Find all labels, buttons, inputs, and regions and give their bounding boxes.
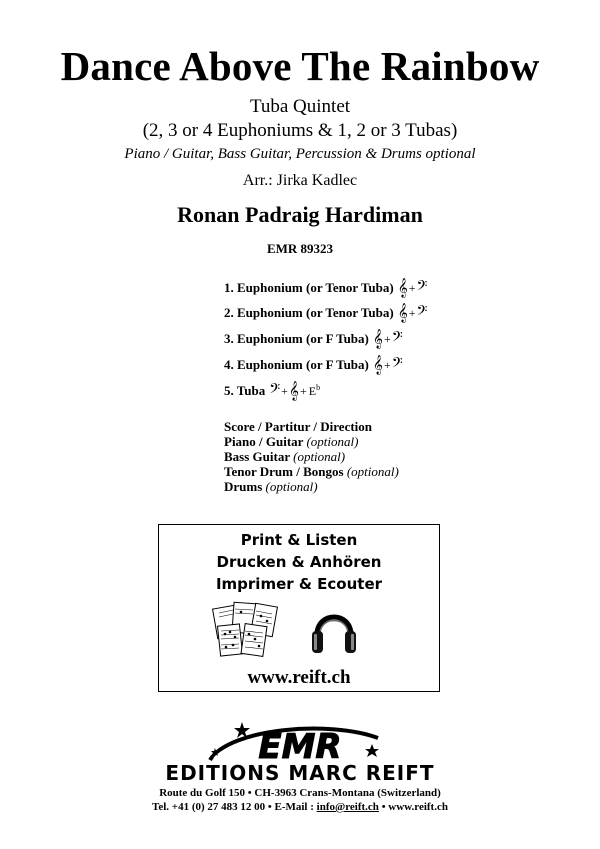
treble-clef-icon: 𝄞 [372, 355, 383, 375]
plus-sign: + [383, 331, 391, 346]
part-item [224, 381, 320, 401]
bass-clef-icon: 𝄢 [416, 303, 428, 323]
extra-part: Piano / Guitar (optional) [224, 434, 359, 449]
plus-sign: + [299, 383, 307, 398]
plus-sign: + [408, 280, 416, 295]
sheet-music-icon [211, 601, 281, 659]
plus-sign: + [383, 357, 391, 372]
extra-part: Tenor Drum / Bongos (optional) [224, 464, 399, 479]
extra-part: Score / Partitur / Direction [224, 419, 373, 434]
treble-clef-icon: 𝄞 [397, 303, 408, 323]
part-label: 5. Tuba [224, 383, 266, 398]
bass-clef-icon: 𝄢 [416, 278, 428, 298]
treble-clef-icon: 𝄞 [288, 381, 299, 401]
catalog-number: EMR 89323 [266, 241, 334, 256]
part-item [224, 355, 403, 375]
composer: Ronan Padraig Hardiman [177, 202, 423, 227]
publisher-contact: Tel. +41 (0) 27 483 12 00 • E-Mail : info@reift.ch • www.reift.ch [152, 801, 448, 813]
print-listen-box [158, 524, 440, 692]
part-item [224, 303, 427, 323]
extra-part: Drums (optional) [224, 479, 318, 494]
treble-clef-icon: 𝄞 [397, 278, 408, 298]
extra-part: Bass Guitar (optional) [224, 449, 346, 464]
promo-line: Print & Listen [240, 531, 358, 549]
publisher-address: Route du Golf 150 • CH-3963 Crans-Montana (Switzerland) [159, 787, 441, 799]
bass-clef-icon: 𝄢 [269, 381, 281, 401]
website-link[interactable]: www.reift.ch [247, 667, 351, 688]
part-item [224, 278, 427, 298]
part-label: 3. Euphonium (or F Tuba) [224, 331, 369, 346]
promo-line: Drucken & Anhören [216, 553, 382, 571]
part-item [224, 329, 403, 349]
part-label: 1. Euphonium (or Tenor Tuba) [224, 280, 394, 295]
plus-sign: + [408, 305, 416, 320]
optional-instruments: Piano / Guitar, Bass Guitar, Percussion & Drums optional [124, 146, 476, 162]
arranger: Arr.: Jirka Kadlec [242, 172, 358, 189]
treble-clef-icon: 𝄞 [372, 329, 383, 349]
eb-key: $E^b$ [308, 383, 321, 398]
svg-text:EMR: EMR [258, 727, 342, 764]
bass-clef-icon: 𝄢 [391, 329, 403, 349]
publisher-name: EDITIONS MARC REIFT [165, 761, 435, 785]
headphones-icon [309, 601, 359, 659]
email-link[interactable]: info@reift.ch [316, 801, 379, 813]
part-label: 2. Euphonium (or Tenor Tuba) [224, 305, 394, 320]
emr-logo [0, 718, 600, 764]
instrumentation: (2, 3 or 4 Euphoniums & 1, 2 or 3 Tubas) [142, 120, 458, 141]
bass-clef-icon: 𝄢 [391, 355, 403, 375]
page-title: Dance Above The Rainbow [60, 43, 540, 89]
subtitle: Tuba Quintet [249, 96, 351, 117]
part-label: 4. Euphonium (or F Tuba) [224, 357, 369, 372]
plus-sign: + [281, 383, 288, 398]
promo-line: Imprimer & Ecouter [215, 575, 383, 593]
